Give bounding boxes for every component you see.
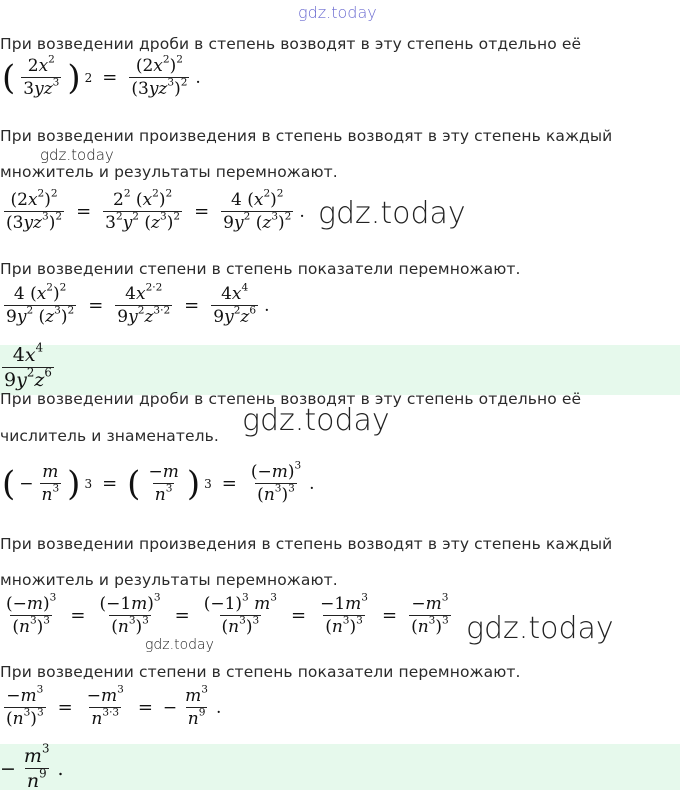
text-line: При возведении степени в степень показатели перемножают. — [0, 663, 521, 681]
answer-band-1 — [0, 340, 680, 395]
text-line: При возведении дроби в степень возводят в эту степень отдельно её — [0, 390, 582, 408]
text-line: множитель и результаты перемножают. — [0, 571, 338, 589]
text-line: При возведении произведения в степень возводят в эту степень каждый — [0, 535, 613, 553]
text-line: При возведении степени в степень показатели перемножают. — [0, 260, 521, 278]
formula-4: ( − $\frac{m}{n^3}$ ) 3 = ( $\frac{-m}{n^3}$ ) 3 = $\frac{(-m)^3}{(n^3)^3}$ . — [2, 459, 315, 505]
answer-1: $\frac{4x^4}{9y^2z^6}$ — [4, 340, 52, 391]
text-line: числитель и знаменатель. — [0, 427, 219, 445]
watermark: gdz.today — [242, 403, 390, 438]
text-line: При возведении дроби в степень возводят в эту степень отдельно её — [0, 35, 582, 53]
answer-2: − $\frac{m^3}{n^9}$ . — [0, 741, 64, 792]
formula-1: ( $\frac{2x^2}{3yz^3}$ ) 2 = $\frac{(2x^2)^2}{(3yz^3)^2}$ . — [2, 53, 201, 99]
watermark: gdz.today — [466, 611, 614, 646]
formula-3: $\frac{4 (x^2)^2}{9y^2 (z^3)^2}$ = $\frac{4x^{2\cdot 2}}{9y^2z^{3\cdot 2}}$ = $\frac{4x^4}{9y^2z^6}$ . — [6, 281, 270, 327]
watermark: gdz.today — [318, 196, 466, 231]
watermark-top: gdz.today — [298, 3, 377, 22]
formula-5: $\frac{(-m)^3}{(n^3)^3}$ = $\frac{(-1m)^3}{(n^3)^3}$ = $\frac{(-1)^3 m^3}{(n^3)^3}$ = $\frac{-1m^3}{(n^3)^3}$ = $\frac{-m^3}{(n^3)^3}$ — [6, 591, 449, 637]
watermark: gdz.today — [145, 637, 214, 653]
formula-6: $\frac{-m^3}{(n^3)^3}$ = $\frac{-m^3}{n^{3\cdot 3}}$ = − $\frac{m^3}{n^9}$ . — [6, 683, 222, 729]
answer-band-2 — [0, 741, 680, 792]
text-line: множитель и результаты перемножают. — [0, 163, 338, 181]
formula-2: $\frac{(2x^2)^2}{(3yz^3)^2}$ = $\frac{2^2 (x^2)^2}{3^2y^2 (z^3)^2}$ = $\frac{4 (x^2)^2}{9y^2 (z^3)^2}$ . — [6, 187, 305, 233]
watermark: gdz.today — [40, 146, 114, 164]
text-line: При возведении произведения в степень возводят в эту степень каждый — [0, 127, 613, 145]
